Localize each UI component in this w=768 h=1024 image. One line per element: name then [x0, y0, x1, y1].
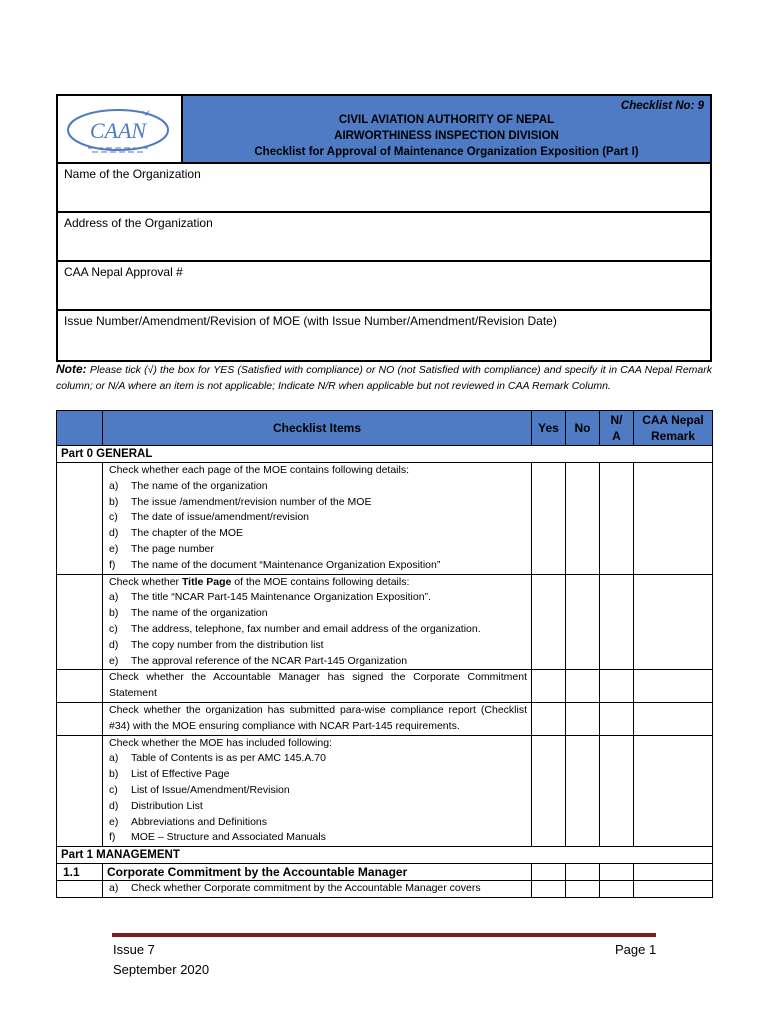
- yes-cell[interactable]: [532, 735, 566, 847]
- remark-cell[interactable]: [634, 864, 713, 881]
- header-blank: [57, 411, 103, 446]
- remark-cell[interactable]: [634, 463, 713, 575]
- section-1-1-row: [57, 864, 713, 881]
- part-0-row: [57, 446, 713, 463]
- checklist-table: [56, 410, 713, 898]
- na-cell[interactable]: [600, 574, 634, 670]
- table-row: [57, 702, 713, 735]
- part-1-heading: Part 1 MANAGEMENT: [57, 847, 713, 864]
- no-cell[interactable]: [566, 670, 600, 703]
- na-cell[interactable]: [600, 864, 634, 881]
- na-cell[interactable]: [600, 463, 634, 575]
- remark-cell[interactable]: [634, 702, 713, 735]
- footer-date: September 2020: [113, 962, 210, 977]
- checklist-number: Checklist No: 9: [620, 100, 704, 112]
- yes-cell[interactable]: [532, 864, 566, 881]
- na-cell[interactable]: [600, 735, 634, 847]
- footer-page-number: Page 1: [615, 942, 657, 957]
- yes-cell[interactable]: [532, 670, 566, 703]
- note-text: Please tick (√) the box for YES (Satisfied with compliance) or NO (not Satisfied with compliance) and specify it in CAA Nepal Remark column; or N/A where an item is not applicable; Indicate N/R when applicable but not reviewed in CAA Remark Column.: [56, 364, 713, 392]
- footer-divider: [112, 933, 656, 937]
- header-title-block: [183, 96, 710, 162]
- table-row: [57, 881, 713, 898]
- na-cell[interactable]: [600, 881, 634, 898]
- yes-cell[interactable]: [532, 574, 566, 670]
- org-address-label: Address of the Organization: [64, 216, 213, 230]
- no-cell[interactable]: [566, 735, 600, 847]
- header-remark: CAA Nepal Remark: [634, 411, 713, 446]
- table-row: [57, 735, 713, 847]
- footer-issue: Issue 7: [113, 942, 155, 957]
- checklist-item-moe-contents: Check whether the MOE has included following: a) Table of Contents is as per AMC 145.A.70 b) List of Effective Page c) List of Issue/Amendment/Revision d) Distribution List e) Abbreviations and Definitions f) MOE – Structure and Associated Manuals: [103, 735, 532, 847]
- header-line-checklist-title: Checklist for Approval of Maintenance Organization Exposition (Part I): [254, 146, 639, 158]
- header-no: No: [566, 411, 600, 446]
- checklist-item-compliance-report: Check whether the organization has submitted para-wise compliance report (Checklist #34) with the MOE ensuring compliance with NCAR Part-145 requirements.: [103, 702, 532, 735]
- org-name-field[interactable]: [58, 164, 710, 213]
- moe-issue-field[interactable]: [58, 311, 710, 360]
- footer-issue-block: [113, 940, 209, 980]
- moe-issue-label: Issue Number/Amendment/Revision of MOE (with Issue Number/Amendment/Revision Date): [64, 314, 557, 328]
- no-cell[interactable]: [566, 881, 600, 898]
- approval-number-label: CAA Nepal Approval #: [64, 265, 183, 279]
- checklist-item-signed-commitment: Check whether the Accountable Manager has signed the Corporate Commitment Statement: [103, 670, 532, 703]
- svg-text:CAAN: CAAN: [89, 118, 147, 143]
- no-cell[interactable]: [566, 574, 600, 670]
- approval-number-field[interactable]: [58, 262, 710, 311]
- table-row: [57, 574, 713, 670]
- part-0-heading: Part 0 GENERAL: [57, 446, 713, 463]
- yes-cell[interactable]: [532, 881, 566, 898]
- header-line-division: AIRWORTHINESS INSPECTION DIVISION: [334, 130, 559, 142]
- remark-cell[interactable]: [634, 881, 713, 898]
- part-1-row: [57, 847, 713, 864]
- checklist-item-corporate-commitment: a) Check whether Corporate commitment by the Accountable Manager covers: [103, 881, 532, 898]
- table-header-row: [57, 411, 713, 446]
- no-cell[interactable]: [566, 463, 600, 575]
- yes-cell[interactable]: [532, 702, 566, 735]
- table-row: [57, 670, 713, 703]
- section-number: 1.1: [57, 864, 103, 881]
- org-address-field[interactable]: [58, 213, 710, 262]
- section-title: Corporate Commitment by the Accountable Manager: [103, 864, 532, 881]
- na-cell[interactable]: [600, 702, 634, 735]
- checklist-header: [56, 94, 712, 164]
- organization-info: [56, 164, 712, 362]
- remark-cell[interactable]: [634, 735, 713, 847]
- na-cell[interactable]: [600, 670, 634, 703]
- instructions-note: [56, 361, 712, 394]
- header-line-authority: CIVIL AVIATION AUTHORITY OF NEPAL: [338, 114, 555, 126]
- header-checklist-items: Checklist Items: [103, 411, 532, 446]
- caan-logo: [58, 96, 183, 162]
- header-na: N/ A: [600, 411, 634, 446]
- checklist-item-title-page: Check whether Title Page of the MOE contains following details: a) The title “NCAR Part-145 Maintenance Organization Exposition”. b) The name of the organization c) The address, telephone, fax number and email address of the organization. d) The copy number from the distribution list e) The approval reference of the NCAR Part-145 Organization: [103, 574, 532, 670]
- yes-cell[interactable]: [532, 463, 566, 575]
- caan-logo-icon: [58, 96, 179, 162]
- no-cell[interactable]: [566, 864, 600, 881]
- header-yes: Yes: [532, 411, 566, 446]
- remark-cell[interactable]: [634, 574, 713, 670]
- no-cell[interactable]: [566, 702, 600, 735]
- note-label: Note:: [56, 362, 87, 376]
- remark-cell[interactable]: [634, 670, 713, 703]
- table-row: [57, 463, 713, 575]
- checklist-item-page-details: Check whether each page of the MOE contains following details: a) The name of the organization b) The issue /amendment/revision number of the MOE c) The date of issue/amendment/revision d) The chapter of the MOE e) The page number f) The name of the document “Maintenance Organization Exposition”: [103, 463, 532, 575]
- org-name-label: Name of the Organization: [64, 167, 201, 181]
